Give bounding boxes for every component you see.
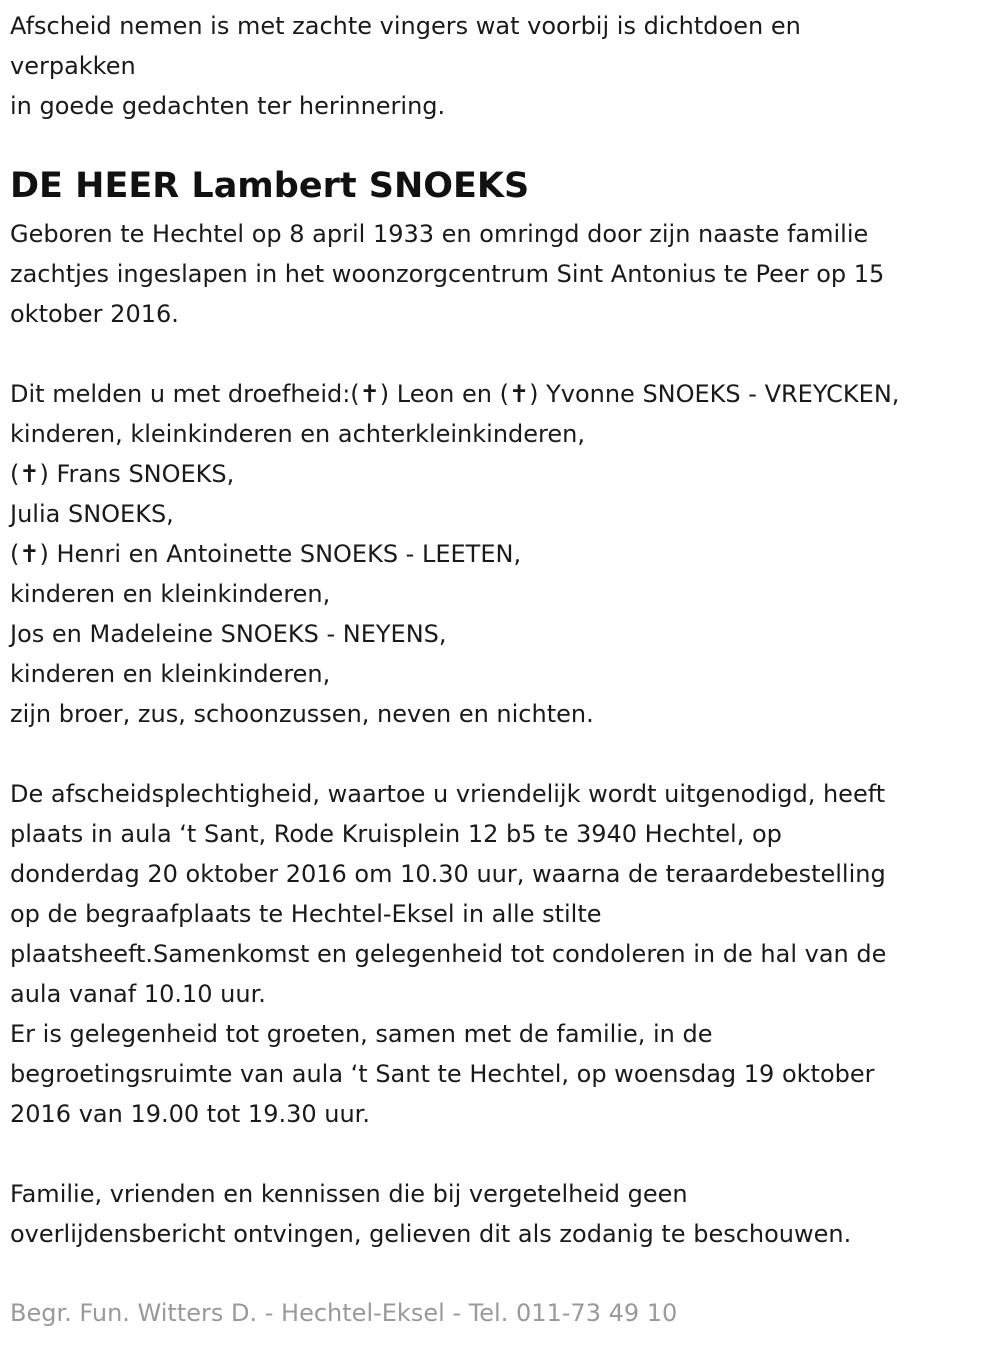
family-line: kinderen en kleinkinderen, (10, 580, 331, 608)
paragraph-line: Familie, vrienden en kennissen die bij vergetelheid geen (10, 1180, 688, 1208)
paragraph-line: donderdag 20 oktober 2016 om 10.30 uur, waarna de teraardebestelling (10, 860, 886, 888)
family-list (10, 374, 995, 734)
deceased-name: DE HEER Lambert SNOEKS (10, 166, 530, 206)
paragraph-line: zachtjes ingeslapen in het woonzorgcentrum Sint Antonius te Peer op 15 (10, 260, 885, 288)
family-line: (✝) Henri en Antoinette SNOEKS - LEETEN, (10, 540, 522, 568)
family-line: Jos en Madeleine SNOEKS - NEYENS, (10, 620, 447, 648)
intro-line: in goede gedachten ter herinnering. (10, 92, 446, 120)
paragraph-line: Geboren te Hechtel op 8 april 1933 en omringd door zijn naaste familie (10, 220, 869, 248)
family-line: kinderen en kleinkinderen, (10, 660, 331, 688)
paragraph-line: De afscheidsplechtigheid, waartoe u vriendelijk wordt uitgenodigd, heeft (10, 780, 886, 808)
notice-paragraph (10, 1174, 995, 1254)
paragraph-line: begroetingsruimte van aula ‘t Sant te Hechtel, op woensdag 19 oktober (10, 1060, 875, 1088)
ceremony-paragraph (10, 774, 995, 1134)
paragraph-line: Er is gelegenheid tot groeten, samen met de familie, in de (10, 1020, 713, 1048)
funeral-home-footer: Begr. Fun. Witters D. - Hechtel-Eksel - Tel. 011-73 49 10 (10, 1299, 678, 1327)
intro-line: Afscheid nemen is met zachte vingers wat voorbij is dichtdoen en (10, 12, 801, 40)
paragraph-line: 2016 van 19.00 tot 19.30 uur. (10, 1100, 370, 1128)
birth-death-paragraph (10, 214, 995, 334)
paragraph-line: overlijdensbericht ontvingen, gelieven dit als zodanig te beschouwen. (10, 1220, 852, 1248)
paragraph-line: plaats in aula ‘t Sant, Rode Kruisplein 12 b5 te 3940 Hechtel, op (10, 820, 782, 848)
family-line: kinderen, kleinkinderen en achterkleinkinderen, (10, 420, 585, 448)
paragraph-line: oktober 2016. (10, 300, 179, 328)
intro-verse (10, 6, 990, 126)
intro-line: verpakken (10, 52, 136, 80)
family-line: zijn broer, zus, schoonzussen, neven en nichten. (10, 700, 594, 728)
paragraph-line: op de begraafplaats te Hechtel-Eksel in alle stilte (10, 900, 602, 928)
paragraph-line: aula vanaf 10.10 uur. (10, 980, 266, 1008)
paragraph-line: plaatsheeft.Samenkomst en gelegenheid tot condoleren in de hal van de (10, 940, 887, 968)
family-line: Julia SNOEKS, (10, 500, 174, 528)
family-line: Dit melden u met droefheid:(✝) Leon en (✝) Yvonne SNOEKS - VREYCKEN, (10, 380, 900, 408)
family-line: (✝) Frans SNOEKS, (10, 460, 235, 488)
